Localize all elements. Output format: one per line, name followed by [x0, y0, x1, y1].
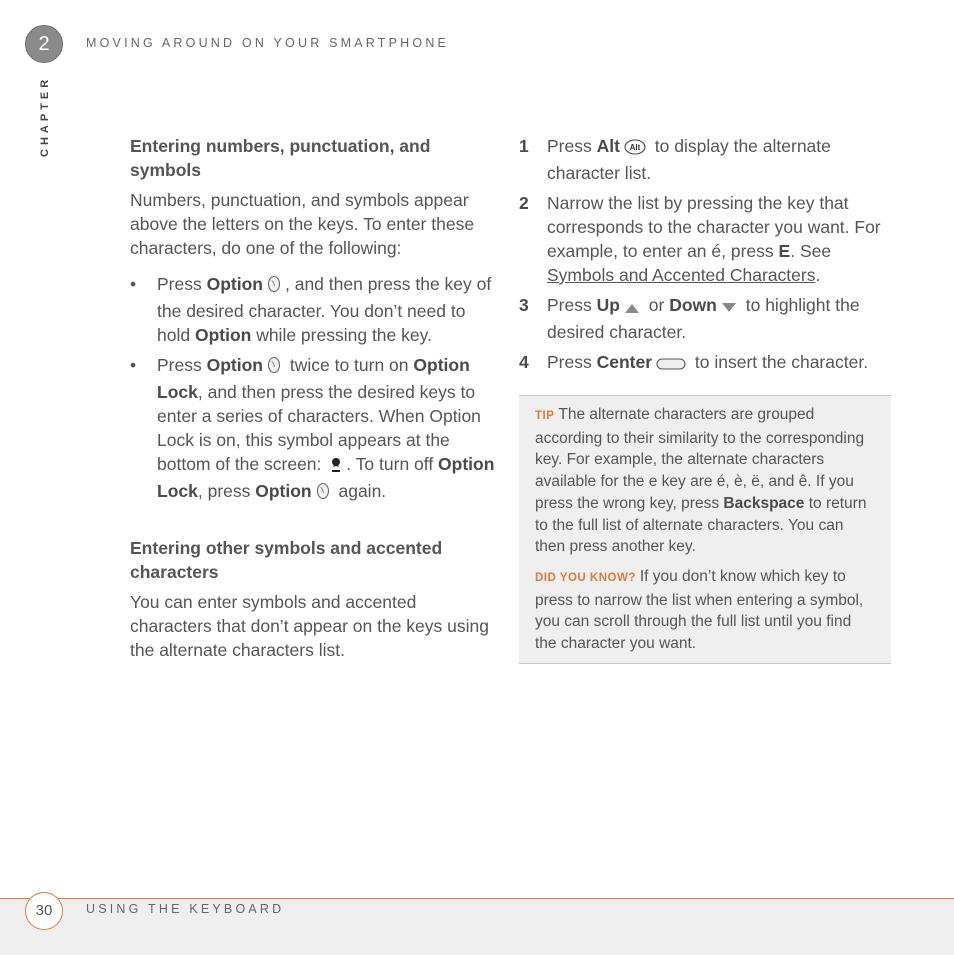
page-number: 30: [25, 892, 63, 930]
option-key-icon: [267, 356, 281, 380]
list-item: • Press Option , and then press the key of the desired character. You don’t need to hold Option while pressing the key.: [130, 274, 492, 345]
right-column: [519, 134, 891, 664]
tip-paragraph: TIP The alternate characters are grouped according to their similarity to the corresponding key. For example, the alternate characters available for the e key are é, è, ë, and ê. If you press the wrong key, press Backspace to return to the full list of alternate characters. You can then press another key.: [535, 406, 867, 556]
up-arrow-icon: [624, 296, 640, 320]
symbols-accented-characters-link[interactable]: Symbols and Accented Characters: [547, 265, 816, 285]
tip-box: [519, 395, 891, 664]
chapter-number-badge: 2: [25, 25, 63, 63]
option-lock-indicator-icon: [330, 455, 342, 479]
section-heading-accented: Entering other symbols and accented characters: [130, 538, 443, 582]
did-you-know-paragraph: DID YOU KNOW? If you don’t know which key to press to narrow the list when entering a symbol, you can scroll through the full list until you find the character you want.: [535, 567, 864, 653]
did-you-know-tag: DID YOU KNOW?: [535, 571, 636, 584]
list-item: • Press Option twice to turn on Option Lock, and then press the desired keys to enter a series of characters. When Option Lock is on, this symbol appears at the bottom of the screen: . To turn off Option Lock, press Option again.: [130, 353, 498, 506]
step-item: 3 Press Up or Down to highlight the desired character.: [519, 295, 860, 342]
running-head: MOVING AROUND ON YOUR SMARTPHONE: [86, 36, 450, 50]
section-heading-numbers: Entering numbers, punctuation, and symbols: [130, 136, 431, 180]
footer-section-title: USING THE KEYBOARD: [86, 902, 285, 916]
accented-paragraph: You can enter symbols and accented characters that don’t appear on the keys using the alternate characters list.: [130, 592, 489, 660]
step-item: 4 Press Center to insert the character.: [519, 350, 891, 377]
center-button-icon: [656, 353, 686, 377]
tip-tag: TIP: [535, 410, 555, 422]
svg-text:Alt: Alt: [629, 143, 641, 152]
step-item: 1 Press Alt Alt to display the alternate character list.: [519, 136, 831, 183]
left-column: [130, 134, 498, 662]
option-key-icon: [316, 482, 330, 506]
intro-paragraph: Numbers, punctuation, and symbols appear above the letters on the keys. To enter these characters, do one of the following:: [130, 190, 475, 258]
option-key-icon: [267, 275, 281, 299]
option-bullet-list: [130, 272, 498, 506]
steps-list: [519, 134, 891, 377]
down-arrow-icon: [721, 296, 737, 320]
step-item: 2 Narrow the list by pressing the key that corresponds to the character you want. For example, to enter an é, press E. See Symbols and Accented Characters.: [519, 193, 881, 285]
alt-key-icon: [624, 137, 646, 161]
chapter-label: CHAPTER: [39, 75, 51, 157]
